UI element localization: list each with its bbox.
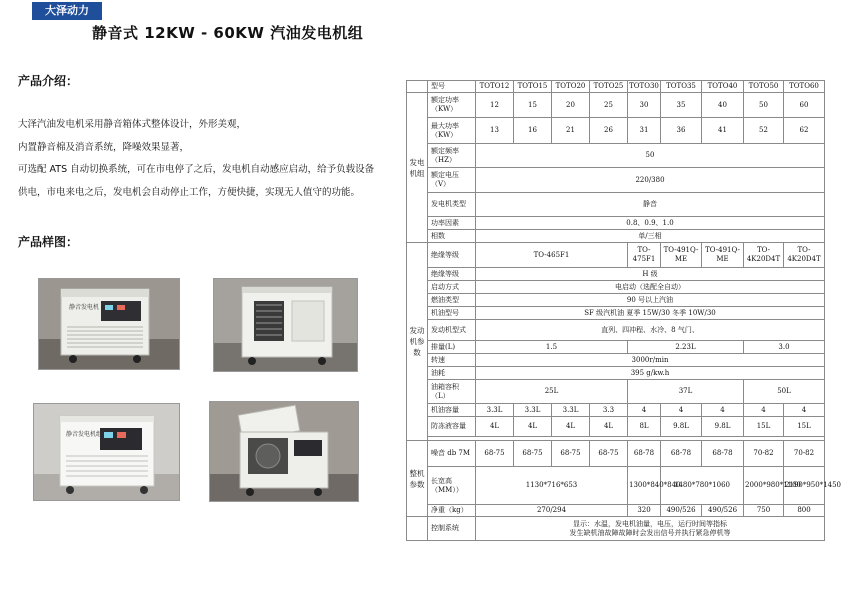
cell: 270/294 <box>476 505 628 517</box>
table-row <box>407 517 825 541</box>
control-line: 显示：水温，发电机油量，电压，运行时间等指标 <box>573 519 727 528</box>
generator-photo-3 <box>33 403 180 501</box>
cell: SF 级汽机油 夏季 15W/30 冬季 10W/30 <box>476 307 825 320</box>
cell: 15 <box>514 93 552 118</box>
cell: 4L <box>514 417 552 437</box>
cell: 40 <box>702 93 744 118</box>
cell: 50L <box>744 380 825 404</box>
cell <box>476 517 825 541</box>
cell: 15L <box>784 417 825 437</box>
model-label: 型号 <box>428 81 476 93</box>
cell: 1480*780*1060 <box>661 467 744 505</box>
cell: 4 <box>628 404 661 417</box>
cell: 320 <box>628 505 661 517</box>
table-row <box>407 243 825 268</box>
cell: 41 <box>702 118 744 144</box>
cell: 60 <box>784 93 825 118</box>
table-row <box>407 505 825 517</box>
intro-heading: 产品介绍： <box>18 74 79 88</box>
row-label: 绝缘等级 <box>428 243 476 268</box>
model-cell: TOTO50 <box>744 81 784 93</box>
cell: 52 <box>744 118 784 144</box>
model-cell: TOTO40 <box>702 81 744 93</box>
model-cell: TOTO30 <box>628 81 661 93</box>
model-cell: TOTO20 <box>552 81 590 93</box>
cell: 1.5 <box>476 341 628 354</box>
cell: 31 <box>628 118 661 144</box>
table-row <box>407 93 825 118</box>
table-row <box>407 281 825 294</box>
cell: 35 <box>661 93 702 118</box>
table-row <box>407 294 825 307</box>
brand-badge: 大泽动力 <box>32 2 102 20</box>
row-label: 机油容量 <box>428 404 476 417</box>
row-label: 转速 <box>428 354 476 367</box>
cell: TO-475F1 <box>628 243 661 268</box>
cell: 50 <box>476 144 825 168</box>
cell: 16 <box>514 118 552 144</box>
cell: 单/三相 <box>476 230 825 243</box>
table-row <box>407 268 825 281</box>
cell: 90 号以上汽油 <box>476 294 825 307</box>
cell: 20 <box>552 93 590 118</box>
cell: 36 <box>661 118 702 144</box>
panel-label: 静音发电机组 <box>66 431 103 438</box>
cell: 68-78 <box>661 441 702 467</box>
cell: 26 <box>590 118 628 144</box>
cell: 68-75 <box>552 441 590 467</box>
cell: 68-78 <box>628 441 661 467</box>
model-cell: TOTO35 <box>661 81 702 93</box>
row-label: 额定电压（V） <box>428 168 476 193</box>
cell: 750 <box>744 505 784 517</box>
row-label: 油箱容积（L） <box>428 380 476 404</box>
cell: 3.3L <box>514 404 552 417</box>
generator-photo-2 <box>213 278 358 372</box>
table-row <box>407 367 825 380</box>
cell: 4L <box>590 417 628 437</box>
row-label: 额定功率（KW） <box>428 93 476 118</box>
cell: TO-4K20D4T <box>744 243 784 268</box>
cell: 68-78 <box>702 441 744 467</box>
table-row <box>407 81 825 93</box>
cell: 15L <box>744 417 784 437</box>
cell: 4 <box>702 404 744 417</box>
cell: 0.8、0.9、1.0 <box>476 217 825 230</box>
row-label: 最大功率（KW） <box>428 118 476 144</box>
panel-label: 静音发电机 <box>69 304 100 311</box>
row-label: 相数 <box>428 230 476 243</box>
cell: 4 <box>784 404 825 417</box>
cell: 1300*840*840 <box>628 467 661 505</box>
cell: 3.3L <box>476 404 514 417</box>
table-row <box>407 320 825 341</box>
row-label: 排量(L) <box>428 341 476 354</box>
row-label: 控制系统 <box>428 517 476 541</box>
cell: TO-491Q-ME <box>661 243 702 268</box>
samples-heading: 产品样图： <box>18 235 79 249</box>
cell: 3.3 <box>590 404 628 417</box>
cell: 13 <box>476 118 514 144</box>
cell: 4L <box>552 417 590 437</box>
row-label: 噪音 db 7M <box>428 441 476 467</box>
model-cell: TOTO60 <box>784 81 825 93</box>
cell: TO-491Q-ME <box>702 243 744 268</box>
cell: 8L <box>628 417 661 437</box>
table-row <box>407 354 825 367</box>
cell: TO-465F1 <box>476 243 628 268</box>
cell: 50 <box>744 93 784 118</box>
table-row <box>407 441 825 467</box>
spec-table <box>406 80 841 546</box>
model-cell: TOTO12 <box>476 81 514 93</box>
row-label: 绝缘等级 <box>428 268 476 281</box>
table-row <box>407 467 825 505</box>
cell: 68-75 <box>590 441 628 467</box>
intro-line: 供电，市电来电之后，发电机会自动停止工作，方便快捷，实现无人值守的功能。 <box>18 186 361 198</box>
cell: 电启动（选配全自动） <box>476 281 825 294</box>
cell: 68-75 <box>514 441 552 467</box>
row-label: 机油型号 <box>428 307 476 320</box>
cell: 395 g/kw.h <box>476 367 825 380</box>
table-row <box>407 230 825 243</box>
cell: 3.0 <box>744 341 825 354</box>
group-label: 发电机组 <box>407 93 428 243</box>
cell: 25 <box>590 93 628 118</box>
cell: 800 <box>784 505 825 517</box>
row-label: 油耗 <box>428 367 476 380</box>
table-row <box>407 193 825 217</box>
cell: H 级 <box>476 268 825 281</box>
row-label: 发电机类型 <box>428 193 476 217</box>
row-label: 功率因素 <box>428 217 476 230</box>
cell: 490/526 <box>702 505 744 517</box>
row-label: 长宽高（MM）） <box>428 467 476 505</box>
table-row <box>407 144 825 168</box>
row-label: 防冻液容量 <box>428 417 476 437</box>
generator-photo-4 <box>209 401 359 502</box>
table-row <box>407 217 825 230</box>
cell: 2190*950*1450 <box>784 467 825 505</box>
cell: 4 <box>744 404 784 417</box>
intro-line: 大泽汽油发电机采用静音箱体式整体设计，外形美观， <box>18 119 247 130</box>
cell: 4L <box>476 417 514 437</box>
table-row <box>407 380 825 404</box>
cell: 9.8L <box>661 417 702 437</box>
cell: 30 <box>628 93 661 118</box>
model-cell: TOTO25 <box>590 81 628 93</box>
cell: 1130*716*653 <box>476 467 628 505</box>
row-label: 发动机型式 <box>428 320 476 341</box>
table-row <box>407 168 825 193</box>
table-row <box>407 307 825 320</box>
model-cell: TOTO15 <box>514 81 552 93</box>
cell: 21 <box>552 118 590 144</box>
row-label: 净重（kg） <box>428 505 476 517</box>
group-label: 发动机参数 <box>407 243 428 441</box>
control-line: 发生缺机油故障故障时会发出信号并执行紧急停机等 <box>569 528 731 537</box>
row-label: 额定频率（HZ） <box>428 144 476 168</box>
cell: 2.23L <box>628 341 744 354</box>
table-row <box>407 118 825 144</box>
intro-text <box>18 114 403 204</box>
table-row <box>407 341 825 354</box>
cell: 220/380 <box>476 168 825 193</box>
cell: 490/526 <box>661 505 702 517</box>
generator-photo-1 <box>38 278 180 370</box>
cell: 2000*980*1100 <box>744 467 784 505</box>
cell: 62 <box>784 118 825 144</box>
intro-line: 可选配 ATS 自动切换系统，可在市电停了之后，发电机自动感应启动，给予负载设备 <box>18 164 375 175</box>
cell: 静音 <box>476 193 825 217</box>
cell: 70-82 <box>744 441 784 467</box>
cell: 25L <box>476 380 628 404</box>
cell: 37L <box>628 380 744 404</box>
page-title: 静音式 12KW - 60KW 汽油发电机组 <box>92 24 364 42</box>
cell: 3.3L <box>552 404 590 417</box>
cell: 3000r/min <box>476 354 825 367</box>
row-label: 燃油类型 <box>428 294 476 307</box>
cell: TO-4K20D4T <box>784 243 825 268</box>
cell: 70-82 <box>784 441 825 467</box>
cell: 直列、四冲程、水冷、8 气门、 <box>476 320 825 341</box>
cell: 12 <box>476 93 514 118</box>
row-label: 启动方式 <box>428 281 476 294</box>
cell: 68-75 <box>476 441 514 467</box>
table-row <box>407 417 825 437</box>
intro-line: 内置静音棉及消音系统，降噪效果显著， <box>18 141 190 153</box>
group-label: 整机参数 <box>407 441 428 517</box>
cell: 4 <box>661 404 702 417</box>
cell: 9.8L <box>702 417 744 437</box>
table-row <box>407 404 825 417</box>
